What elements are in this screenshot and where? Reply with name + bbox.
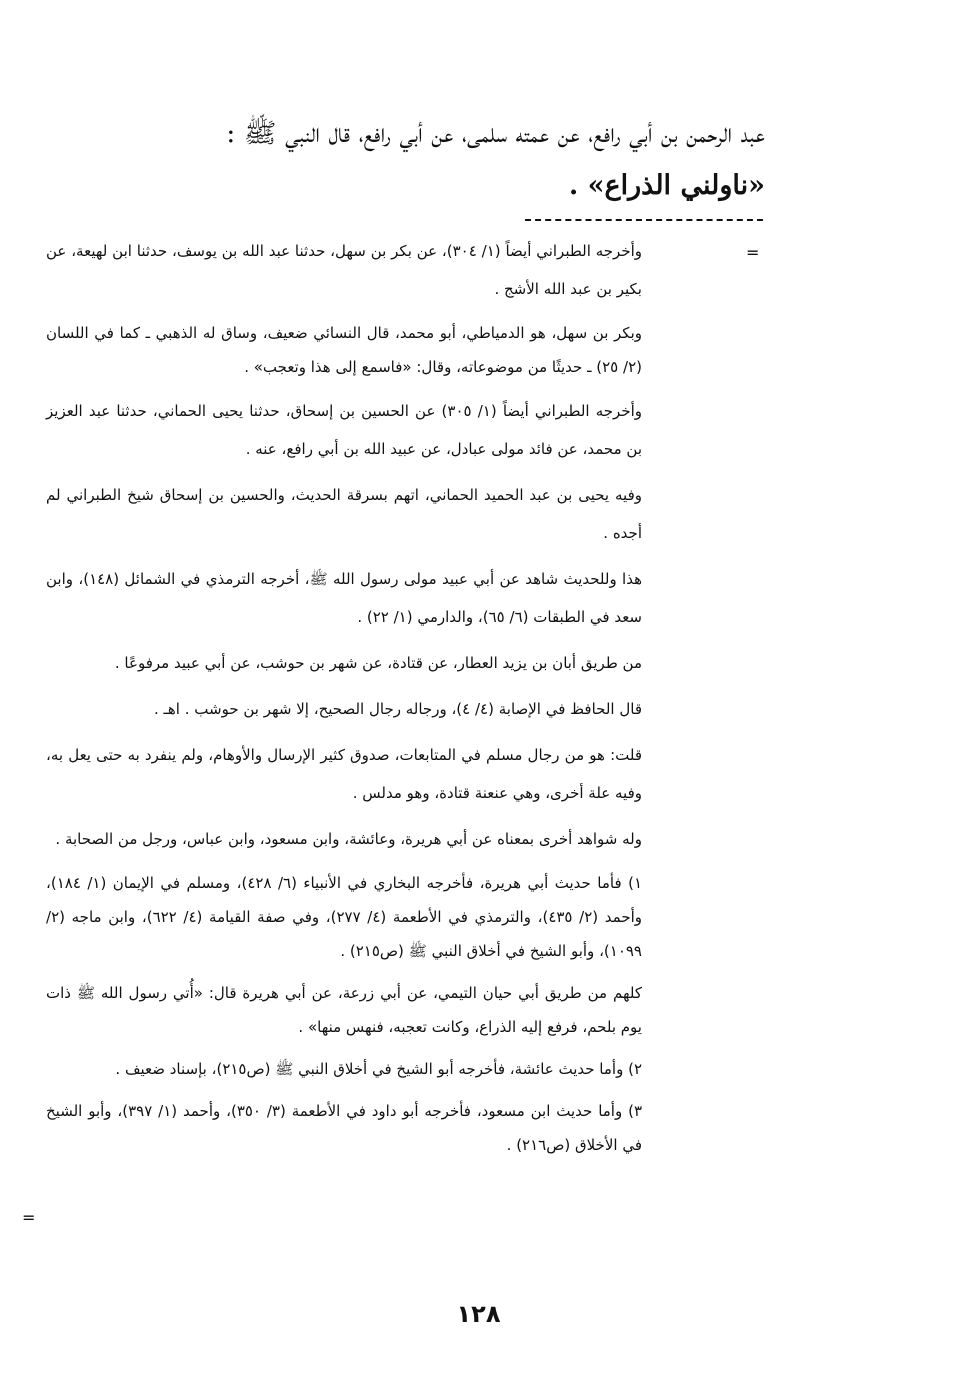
footnote-paragraph: وله شواهد أخرى بمعناه عن أبي هريرة، وعائشة، وابن مسعود، وابن عباس، ورجل من الصحابة . <box>55 830 642 848</box>
footnote-paragraph: ٢) وأما حديث عائشة، فأخرجه أبو الشيخ في أخلاق النبي ﷺ (ص٢١٥)، بإسناد ضعيف . <box>115 1060 642 1078</box>
page-number: ١٢٨ <box>456 1300 501 1328</box>
footnote-paragraph: ٣) وأما حديث ابن مسعود، فأخرجه أبو داود في الأطعمة (٣/ ٣٥٠)، وأحمد (١/ ٣٩٧)، وأبو الشيخ في الأخلاق (ص٢١٦) . <box>46 1102 642 1154</box>
continuation-mark: = <box>746 243 760 262</box>
footnotes <box>46 232 642 1170</box>
main-text-line: عبد الرحمن بن أبي رافع، عن عمته سلمى، عن أبي رافع، قال النبي ﷺ : <box>226 118 765 149</box>
footnote-paragraph: هذا وللحديث شاهد عن أبي عبيد مولى رسول الله ﷺ، أخرجه الترمذي في الشمائل (١٤٨)، وابن سعد في الطبقات (٦/ ٦٥)، والدارمي (١/ ٢٢) . <box>46 570 643 626</box>
footnote-separator <box>525 219 763 221</box>
footnote-paragraph: قلت: هو من رجال مسلم في المتابعات، صدوق كثير الإرسال والأوهام، ولم ينفرد به حتى يعل به، وفيه علة أخرى، وهي عنعنة قتادة، وهو مدلس . <box>46 746 642 802</box>
main-text-line: «ناولني الذراع» . <box>568 170 765 201</box>
footnote-paragraph: وأخرجه الطبراني أيضاً (١/ ٣٠٤)، عن بكر بن سهل، حدثنا عبد الله بن يوسف، حدثنا ابن لهيعة، عن بكير بن عبد الله الأشج . <box>46 242 643 298</box>
footnote-paragraph: وبكر بن سهل، هو الدمياطي، أبو محمد، قال النسائي ضعيف، وساق له الذهبي ـ كما في اللسان (٢/ ٢٥) ـ حديثًا من موضوعاته، وقال: «فاسمع إلى هذا وتعجب» . <box>46 324 642 376</box>
footnote-paragraph: قال الحافظ في الإصابة (٤/ ٤)، ورجاله رجال الصحيح، إلا شهر بن حوشب . اهـ . <box>153 700 642 718</box>
main-text <box>40 108 765 212</box>
footnote-paragraph: وفيه يحيى بن عبد الحميد الحماني، اتهم بسرقة الحديث، والحسين بن إسحاق شيخ الطبراني لم أجده . <box>46 486 642 542</box>
continuation-mark: = <box>22 1208 36 1227</box>
footnote-paragraph: وأخرجه الطبراني أيضاً (١/ ٣٠٥) عن الحسين بن إسحاق، حدثنا يحيى الحماني، حدثنا عبد العزيز بن محمد، عن فائد مولى عبادل، عن عبيد الله بن أبي رافع، عنه . <box>46 402 643 458</box>
footnote-paragraph: ١) فأما حديث أبي هريرة، فأخرجه البخاري في الأنبياء (٦/ ٤٢٨)، ومسلم في الإيمان (١/ ١٨٤)، وأحمد (٢/ ٤٣٥)، والترمذي في الأطعمة (٤/ ٢٧٧)، وفي صفة القيامة (٤/ ٦٢٢)، وابن ماجه (٢/ ١٠٩٩)، وأبو الشيخ في أخلاق النبي ﷺ (ص٢١٥) . <box>46 874 643 960</box>
footnote-paragraph: من طريق أبان بن يزيد العطار، عن قتادة، عن شهر بن حوشب، عن أبي عبيد مرفوعًا . <box>114 654 642 672</box>
footnote-paragraph: كلهم من طريق أبي حيان التيمي، عن أبي زرعة، عن أبي هريرة قال: «أُتي رسول الله ﷺ ذات يوم بلحم، فرفع إليه الذراع، وكانت تعجبه، فنهس منها» . <box>46 984 642 1036</box>
